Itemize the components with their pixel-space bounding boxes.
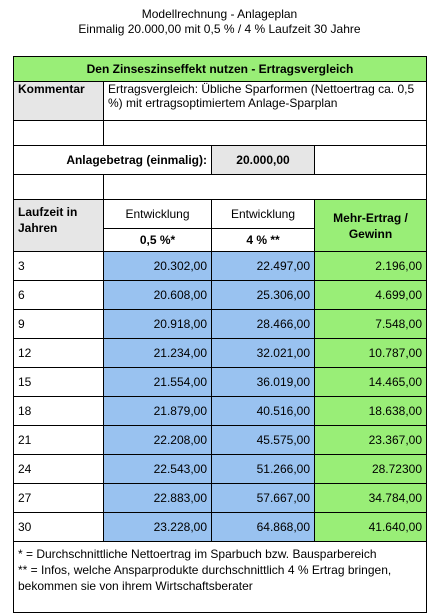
value-cell-a: 22.208,00	[104, 426, 212, 455]
value-cell-b: 25.306,00	[212, 281, 315, 310]
empty-cell	[315, 146, 427, 175]
column-header-laufzeit: Laufzeit in Jahren	[14, 200, 104, 252]
gain-cell: 10.787,00	[315, 339, 427, 368]
table-row	[14, 484, 427, 513]
table-row	[14, 513, 427, 542]
years-cell: 18	[14, 397, 104, 426]
years-cell: 12	[14, 339, 104, 368]
years-cell: 6	[14, 281, 104, 310]
footnote-1: * = Durchschnittliche Nettoertrag im Sparbuch bzw. Bausparbereich	[18, 547, 377, 561]
value-cell-b: 28.466,00	[212, 310, 315, 339]
table-row	[14, 252, 427, 281]
column-header-rate-b: 4 % **	[212, 229, 315, 252]
column-header-rate-a: 0,5 %*	[104, 229, 212, 252]
years-cell: 24	[14, 455, 104, 484]
value-cell-a: 20.608,00	[104, 281, 212, 310]
years-cell: 9	[14, 310, 104, 339]
column-header-entwicklung-b: Entwicklung	[212, 200, 315, 229]
gain-cell: 23.367,00	[315, 426, 427, 455]
empty-cell	[104, 175, 427, 200]
value-cell-b: 57.667,00	[212, 484, 315, 513]
years-cell: 3	[14, 252, 104, 281]
comparison-table	[13, 56, 427, 613]
value-cell-b: 36.019,00	[212, 368, 315, 397]
amount-label: Anlagebetrag (einmalig):	[14, 146, 212, 175]
value-cell-a: 21.879,00	[104, 397, 212, 426]
comment-text: Ertragsvergleich: Übliche Sparformen (Nettoertrag ca. 0,5 %) mit ertragsoptimiertem Anlage-Sparplan	[104, 82, 427, 121]
gain-cell: 41.640,00	[315, 513, 427, 542]
table-row	[14, 368, 427, 397]
gain-cell: 2.196,00	[315, 252, 427, 281]
value-cell-a: 22.883,00	[104, 484, 212, 513]
table-row	[14, 281, 427, 310]
gain-cell: 28.72300	[315, 455, 427, 484]
gain-cell: 7.548,00	[315, 310, 427, 339]
document-subtitle: Einmalig 20.000,00 mit 0,5 % / 4 % Laufzeit 30 Jahre	[78, 22, 361, 36]
value-cell-b: 64.868,00	[212, 513, 315, 542]
value-cell-b: 51.266,00	[212, 455, 315, 484]
years-cell: 30	[14, 513, 104, 542]
column-header-mehr-ertrag: Mehr-Ertrag / Gewinn	[315, 200, 427, 252]
value-cell-a: 21.554,00	[104, 368, 212, 397]
gain-cell: 18.638,00	[315, 397, 427, 426]
gain-cell: 34.784,00	[315, 484, 427, 513]
gain-cell: 14.465,00	[315, 368, 427, 397]
table-row	[14, 397, 427, 426]
value-cell-b: 40.516,00	[212, 397, 315, 426]
table-row	[14, 426, 427, 455]
table-banner: Den Zinseszinseffekt nutzen - Ertragsvergleich	[14, 57, 427, 82]
footnote-2: ** = Infos, welche Ansparprodukte durchschnittlich 4 % Ertrag bringen, bekommen sie von ihrem Wirtschaftsberater	[18, 563, 392, 593]
gain-cell: 4.699,00	[315, 281, 427, 310]
table-row	[14, 310, 427, 339]
value-cell-a: 20.918,00	[104, 310, 212, 339]
value-cell-a: 23.228,00	[104, 513, 212, 542]
empty-cell	[104, 121, 427, 146]
table-row	[14, 339, 427, 368]
amount-value: 20.000,00	[212, 146, 315, 175]
value-cell-a: 22.543,00	[104, 455, 212, 484]
footnotes	[14, 542, 427, 613]
table-row	[14, 455, 427, 484]
years-cell: 27	[14, 484, 104, 513]
value-cell-b: 45.575,00	[212, 426, 315, 455]
column-header-entwicklung-a: Entwicklung	[104, 200, 212, 229]
value-cell-a: 20.302,00	[104, 252, 212, 281]
years-cell: 21	[14, 426, 104, 455]
comment-label: Kommentar	[14, 82, 104, 121]
value-cell-b: 32.021,00	[212, 339, 315, 368]
value-cell-a: 21.234,00	[104, 339, 212, 368]
empty-cell	[14, 175, 104, 200]
years-cell: 15	[14, 368, 104, 397]
empty-cell	[14, 121, 104, 146]
value-cell-b: 22.497,00	[212, 252, 315, 281]
document-title: Modellrechnung - Anlageplan	[141, 7, 298, 21]
